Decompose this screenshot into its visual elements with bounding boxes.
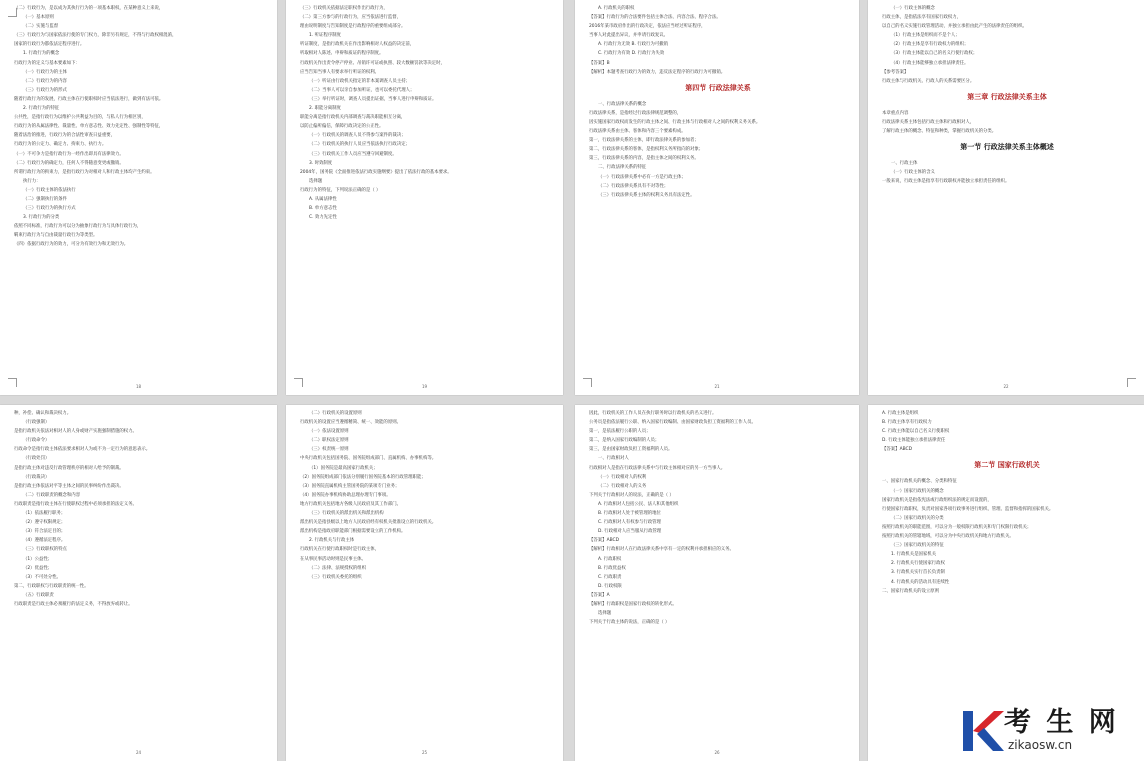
- text-line: 【答案】B: [589, 60, 610, 66]
- text-line: 第一，行政法律关系的主体，即行政法律关系的参加者；: [589, 138, 699, 144]
- k-logo-icon: [960, 707, 1006, 755]
- text-line: （二）行政职责的概念和内容: [23, 492, 81, 498]
- text-line: C. 行政职责: [598, 574, 622, 580]
- text-line: （二）行政机关的设置原则: [309, 411, 362, 416]
- text-line: 行政行为的特征，下列说法正确的是（ ）: [300, 187, 381, 193]
- text-line: （三）行政行为的执行方式: [23, 206, 76, 212]
- text-line: （一）不可争力是指行政行为一经作出即具有法律效力。: [14, 151, 124, 157]
- text-line: 2. 行政机关与行政主体: [309, 538, 355, 544]
- document-page: [868, 0, 1144, 395]
- text-line: 职能分离是指行政机关内部调查与裁决职能相互分离，: [300, 115, 406, 121]
- text-line: 羁束行政行为与自由裁量行政行为等类型。: [14, 233, 98, 239]
- text-line: （三）行政机关依据法定职权作出行政行为，: [300, 6, 388, 11]
- page-content: [882, 4, 1132, 186]
- text-line: （三）行政行为与国家依法行使的专门权力，除非另有规定，不得与行政权相混淆，: [14, 33, 177, 39]
- document-page: [868, 405, 1144, 761]
- page-number: 26: [714, 750, 720, 755]
- text-line: （1）公益性；: [23, 556, 53, 562]
- text-line: 行政行为的从属法律性、裁量性、单方意志性、效力先定性、强制性等特征，: [14, 124, 164, 130]
- text-line: 2. 行政行为的特征: [23, 106, 60, 112]
- text-line: 行政法律关系由主体、客体和内容三个要素构成。: [589, 129, 686, 135]
- text-line: 行政主体，是指依法享有国家行政权力，: [882, 15, 962, 21]
- text-line: 是指行政主体依法对平等主体之间的民事纠纷作出裁决。: [14, 483, 124, 489]
- text-line: （二）行政法律关系具有不对等性；: [598, 183, 669, 189]
- text-line: 行政相对人是指在行政法律关系中与行政主体相对应的另一方当事人。: [589, 465, 726, 471]
- text-line: 2. 职能分离制度: [309, 106, 341, 112]
- page-number: 21: [714, 384, 720, 389]
- text-line: 国家的行政行为都依法定程序进行。: [14, 42, 85, 48]
- text-line: C. 行政主体能以自己名义行使职权: [882, 429, 950, 435]
- text-line: C. 效力先定性: [309, 215, 337, 221]
- text-line: 因此，行政机关的工作人员在执行职务时以行政机关的名义进行。: [589, 411, 717, 416]
- text-line: 第三，行政法律关系的内容，是指主体之间的权利义务。: [589, 156, 699, 162]
- text-line: 行使国家行政职权，负责对国家各项行政事务进行组织、管理、监督和指挥的国家机关。: [882, 506, 1054, 512]
- page-number: 19: [421, 384, 428, 389]
- text-line: 按照行政机关的管辖地域，可以分为中央行政机关和地方行政机关。: [882, 534, 1014, 540]
- text-line: C. 行政相对人有权参与行政管理: [598, 520, 661, 526]
- text-line: 地方行政机关包括地方各级人民政府及其工作部门。: [300, 501, 401, 507]
- document-page: [286, 0, 563, 395]
- text-line: （二）行政机关的执行人员应当依法执行行政决定；: [309, 142, 410, 148]
- text-line: （一）行政主体的概念: [891, 6, 935, 11]
- text-line: （一）行政主体的依法执行: [23, 187, 76, 193]
- brand-name: 考 生 网: [1004, 707, 1119, 738]
- text-line: （三）权责统一原则: [309, 447, 349, 453]
- text-line: （二）第三方参与的行政行为，应当依法进行监督，: [300, 15, 401, 21]
- text-line: 【解析】行政职权是国家行政权的转化形式。: [589, 601, 677, 607]
- page-content: [14, 4, 265, 250]
- text-line: 第二，是纳入国家行政编制的人员；: [589, 438, 660, 444]
- page-content: [300, 4, 551, 222]
- text-line: 【解析】行政相对人在行政法律关系中享有一定的权利并承担相应的义务。: [589, 547, 734, 553]
- text-line: （一）国家行政机关的概念: [891, 488, 944, 494]
- text-line: 【答案】A: [589, 592, 610, 598]
- text-line: （一）依法设置原则: [309, 429, 349, 435]
- text-line: 听证制度，是指行政机关在作出影响相对人权益的决定前，: [300, 42, 415, 48]
- text-line: 一、行政相对人: [598, 456, 629, 462]
- text-line: A. 行政机关的职权: [598, 6, 635, 11]
- text-line: 一、行政主体: [891, 161, 918, 167]
- text-line: 以防止偏听偏信，保障行政决定的公正性。: [300, 124, 384, 130]
- text-line: 公务员是指依法履行公职、纳入国家行政编制、由国家财政负担工资福利的工作人员。: [589, 420, 756, 426]
- text-line: 行政行为的公定力、确定力、拘束力、执行力。: [14, 142, 107, 148]
- text-line: 因实施国家行政权而发生的行政主体之间、行政主体与行政相对人之间的权利义务关系。: [589, 119, 761, 125]
- text-line: 行政职责是行政主体必须履行的法定义务，不得放弃或转让。: [14, 601, 133, 607]
- text-line: （二）行政相对人的义务: [598, 483, 647, 489]
- text-line: （二）强制执行的条件: [23, 196, 67, 202]
- page-number: 24: [135, 750, 142, 755]
- text-line: （4）遵循法定程序。: [23, 538, 66, 544]
- text-line: （二）行政行为的内容: [23, 78, 67, 84]
- text-line: 中央行政机关包括国务院、国务院组成部门、直属机构、办事机构等。: [300, 456, 437, 462]
- text-line: （四）依据行政行为的效力，可分为有效行为和无效行为。: [14, 242, 129, 248]
- document-page: [0, 405, 277, 761]
- document-page: [575, 0, 859, 395]
- text-line: 行政命令是指行政主体依法要求相对人为或不为一定行为的意思表示。: [14, 447, 151, 453]
- text-line: （行政强制）: [23, 420, 50, 426]
- text-line: （一）听证由行政机关指定的非本案调查人员主持；: [309, 78, 410, 84]
- text-line: 【答案】ABCD: [589, 538, 619, 544]
- text-line: 行政行为的定义与基本要素如下：: [14, 60, 80, 66]
- text-line: A. 行政相对人包括公民、法人和其他组织: [598, 501, 679, 507]
- text-line: 3. 行政行为的分类: [23, 215, 60, 221]
- text-line: 1. 听证程序制度: [309, 33, 341, 39]
- text-line: （4）国务院办事机构协助总理办理专门事项。: [300, 492, 391, 498]
- text-line: A. 行政主体是组织: [882, 411, 919, 416]
- text-line: 选择题: [598, 611, 612, 617]
- text-line: （二）国家行政机关的分类: [891, 515, 944, 521]
- text-line: 4. 行政机关的活动具有连续性: [891, 579, 950, 585]
- text-line: 下列关于行政主体的说法，正确的是（ ）: [589, 620, 670, 626]
- text-line: （三）行政机关委托的组织: [309, 574, 362, 580]
- chapter-heading: 第三章 行政法律关系主体: [967, 92, 1047, 101]
- text-line: 是指行政机关依法对相对人的人身或财产实施强制措施的权力。: [14, 429, 137, 435]
- text-line: 2. 行政机关行使国家行政权: [891, 561, 945, 567]
- text-line: （1）行政主体是组织而不是个人；: [891, 33, 960, 39]
- text-line: （三）行政机关工作人员应当遵守回避制度。: [309, 151, 397, 157]
- text-line: （二）行政行为的确定力，任何人不得随意变更或撤销。: [14, 160, 124, 166]
- text-line: 第三，是由国家财政负担工资福利的人员。: [589, 447, 673, 453]
- page-number: 25: [421, 750, 428, 755]
- text-line: （五）行政职责: [23, 592, 54, 598]
- text-line: 应当告知当事人有要求举行听证的权利。: [300, 69, 380, 75]
- text-line: D. 行政权限: [598, 583, 622, 589]
- page-number: 18: [135, 384, 142, 389]
- text-line: 一、国家行政机关的概念、分类和特征: [882, 479, 957, 485]
- document-page: [0, 0, 277, 395]
- text-line: 以自己的名义实施行政管理活动，并独立承担由此产生的法律责任的组织。: [882, 24, 1027, 30]
- text-line: 行政法律关系主体包括行政主体和行政相对人，: [882, 119, 975, 125]
- text-line: （2）行政主体是享有行政权力的组织；: [891, 42, 969, 48]
- text-line: 二、国家行政机关的设立原则: [882, 588, 940, 594]
- text-line: （2）国务院组成部门依法分别履行国务院基本的行政管理职能；: [300, 474, 426, 480]
- section-heading: 第二节 国家行政机关: [974, 461, 1040, 470]
- text-line: 随着法治的推进，行政行为的合法性审查日益重要，: [14, 133, 115, 139]
- text-line: 第一，是依法履行公职的人员；: [589, 429, 651, 435]
- text-line: （3）行政主体能以自己的名义行使行政权；: [891, 51, 978, 57]
- document-page: [575, 405, 859, 761]
- text-line: 行政主体与行政机关、行政人的关系需要区分。: [882, 78, 975, 84]
- text-line: （二）法律、法规授权的组织: [309, 565, 367, 571]
- text-line: 依照不同标准，行政行为可以分为抽象行政行为与具体行政行为，: [14, 224, 142, 230]
- text-line: 按照行政机关的职能范围，可以分为一般权限行政机关和专门权限行政机关；: [882, 524, 1032, 530]
- text-line: 行政机关作出责令停产停业、吊销许可证或执照、较大数额罚款等决定时，: [300, 60, 445, 66]
- text-line: （二）行政行为，是以成为其执行行为的一项基本职权，在某种意义上来说，: [14, 6, 164, 11]
- text-line: （一）行政主体的含义: [891, 170, 935, 176]
- text-line: A. 行政职权: [598, 556, 622, 562]
- text-line: （三）国家行政机关的特征: [891, 543, 944, 549]
- text-line: A. 行政行为无效 B. 行政行为可撤销: [598, 42, 668, 48]
- text-line: （1）国务院是最高国家行政机关；: [309, 465, 378, 471]
- text-line: 理由说明制度与告知制度是行政程序的重要组成部分。: [300, 24, 406, 30]
- text-line: 【答案】ABCD: [882, 447, 912, 453]
- text-line: （行政处罚）: [23, 456, 50, 462]
- text-line: 下列关于行政相对人的说法，正确的是（ ）: [589, 492, 674, 498]
- section-heading: 第四节 行政法律关系: [685, 83, 751, 92]
- text-line: 随着行政行为的发展，行政主体在行使职权时应当依法进行，做到有法可依。: [14, 96, 164, 102]
- text-line: B. 行政主体享有行政权力: [882, 420, 932, 426]
- text-line: 国家行政机关是指依宪法或行政组织法的规定而设置的，: [882, 497, 992, 503]
- text-line: （二）当事人可以亲自参加听证，也可以委托代理人；: [309, 87, 415, 93]
- text-line: A. 从属法律性: [309, 196, 337, 202]
- text-line: 行政法律关系，是指经过行政法律规范调整的，: [589, 110, 682, 116]
- text-line: 选择题: [309, 178, 323, 184]
- text-line: （4）行政主体能够独立承担法律责任。: [891, 60, 969, 66]
- text-line: 第二，行政职权与行政职责的统一性。: [14, 583, 89, 589]
- text-line: 听取相对人陈述、申辩和质证的程序制度。: [300, 51, 384, 57]
- text-line: 了解行政主体的概念、特征和种类，掌握行政机关的分类。: [882, 129, 997, 135]
- text-line: D. 行政相对人应当服从行政管理: [598, 529, 662, 535]
- text-line: （一）行政法律关系中必有一方是行政主体；: [598, 174, 686, 180]
- page-content: [589, 409, 847, 627]
- page-content: [14, 409, 265, 609]
- text-line: 2004年，国务院《全面推进依法行政实施纲要》提出了依法行政的基本要求。: [300, 169, 452, 175]
- text-line: （一）基本原则: [23, 15, 54, 21]
- text-line: （一）行政机关的调查人员不得参与案件的裁决；: [309, 133, 406, 139]
- text-line: （3）符合法定目的；: [23, 529, 66, 535]
- text-line: （2）遵守权限规定；: [23, 520, 66, 526]
- text-line: （三）行政行为的形式: [23, 87, 67, 93]
- text-line: B. 行政相对人处于被管理的地位: [598, 511, 661, 517]
- text-line: 本章重点内容: [882, 110, 909, 116]
- text-line: 1. 行政行为的概念: [23, 51, 60, 57]
- page-content: [589, 4, 847, 200]
- page-number: 22: [1003, 384, 1009, 389]
- text-line: B. 行政优益权: [598, 565, 626, 571]
- text-line: 1. 行政机关是国家机关: [891, 552, 937, 558]
- text-line: 执行力：: [23, 178, 41, 184]
- text-line: （3）不可处分性。: [23, 574, 61, 580]
- text-line: 公共性，是指行政行为以维护公共利益为目的，与私人行为相区别，: [14, 115, 146, 121]
- text-line: （3）国务院直属机构主管国务院的某项专门业务；: [300, 483, 400, 489]
- text-line: （三）行政法律关系主体的权利义务具有法定性。: [598, 192, 695, 198]
- text-line: 3. 行政机关实行首长负责制: [891, 570, 945, 576]
- text-line: （三）行政机关的派出机关和派出机构: [309, 511, 384, 517]
- text-line: 【解析】本题考查行政行为的效力，违反法定程序的行政行为可撤销。: [589, 69, 726, 75]
- text-line: 派出机关是指县级以上地方人民政府经有权机关批准设立的行政机关。: [300, 520, 437, 526]
- text-line: 种，补偿、确认和裁决权力。: [14, 411, 72, 416]
- text-line: 当事人对此提出异议，并申请行政复议。: [589, 33, 669, 39]
- text-line: 二、行政法律关系的特征: [598, 165, 647, 171]
- page-content: [882, 409, 1132, 596]
- text-line: 行政机关在行使行政职权时是行政主体，: [300, 547, 380, 553]
- text-line: 是指行政主体对违反行政管理秩序的相对人给予的制裁。: [14, 465, 124, 471]
- text-line: D. 行政主体能独立承担法律责任: [882, 438, 946, 444]
- text-line: 一、行政法律关系的概念: [598, 101, 647, 107]
- text-line: B. 单方意志性: [309, 206, 337, 212]
- text-line: 【参考答案】: [882, 69, 909, 75]
- text-line: （三）举行听证时，调查人员提出证据，当事人进行申辩和质证。: [309, 96, 437, 102]
- text-line: 派出机构是指政府职能部门根据需要设立的工作机构。: [300, 529, 406, 535]
- text-line: （一）行政相对人的权利: [598, 474, 647, 480]
- document-page: [286, 405, 563, 761]
- brand-url: zikaosw.cn: [1008, 738, 1073, 752]
- watermark-logo: [960, 707, 1136, 755]
- text-line: （二）职权法定原则: [309, 438, 349, 444]
- text-line: C. 行政行为有效 D. 行政行为失效: [598, 51, 665, 57]
- text-line: 第二，行政法律关系的客体，是指权利义务所指向的对象；: [589, 147, 704, 153]
- text-line: 2016年某市政府作出的行政决定，依法应当经过听证程序，: [589, 24, 706, 30]
- text-line: （二）实施与监督: [23, 24, 59, 30]
- text-line: （三）行政职权的特点: [23, 547, 67, 553]
- text-line: 行政职责是指行政主体在行使职权过程中必须承担的法定义务。: [14, 501, 137, 507]
- section-heading: 第一节 行政法律关系主体概述: [960, 143, 1054, 152]
- text-line: 行政机关的设置应当遵循精简、统一、效能的原则。: [300, 420, 401, 426]
- page-content: [300, 409, 551, 582]
- text-line: （1）依法履行职务；: [23, 511, 66, 517]
- text-line: 所谓行政行为的拘束力，是指行政行为对相对人和行政主体均产生约束。: [14, 169, 155, 175]
- text-line: 3. 时效制度: [309, 160, 333, 166]
- text-line: 【答案】行政行为的合法要件包括主体合法、内容合法、程序合法。: [589, 15, 721, 21]
- text-line: （2）优益性；: [23, 565, 53, 571]
- text-line: 一般来说，行政主体是指享有行政职权并能独立承担责任的组织。: [882, 179, 1010, 185]
- text-line: （行政命令）: [23, 438, 50, 444]
- text-line: （一）行政行为的主体: [23, 69, 67, 75]
- text-line: 在从事民事活动时则是民事主体。: [300, 556, 366, 562]
- text-line: （行政裁决）: [23, 474, 50, 480]
